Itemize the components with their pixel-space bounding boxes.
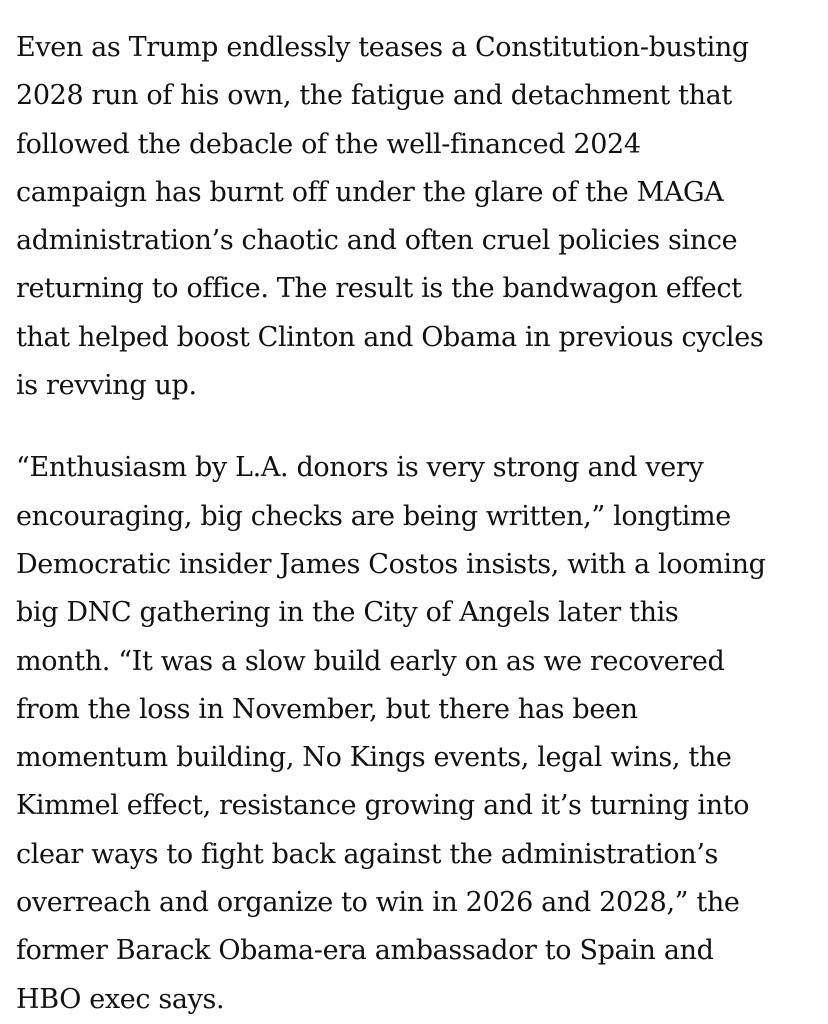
paragraph-line: followed the debacle of the well-financed 2024 [16, 128, 641, 160]
paragraph-line: from the loss in November, but there has been [16, 693, 638, 725]
paragraph-line: clear ways to fight back against the administration’s [16, 838, 719, 870]
paragraph-line: “Enthusiasm by L.A. donors is very strong and very [16, 452, 704, 484]
article-paragraph-2 [16, 444, 828, 1024]
paragraph-line: month. “It was a slow build early on as we recovered [16, 645, 725, 677]
paragraph-line: Democratic insider James Costos insists, with a looming [16, 548, 766, 580]
paragraph-line: that helped boost Clinton and Obama in previous cycles [16, 321, 764, 353]
paragraph-line: Kimmel effect, resistance growing and it’s turning into [16, 790, 750, 822]
paragraph-line: overreach and organize to win in 2026 and 2028,” the [16, 887, 740, 919]
paragraph-line: momentum building, No Kings events, legal wins, the [16, 742, 732, 774]
paragraph-line: former Barack Obama-era ambassador to Spain and [16, 935, 714, 967]
paragraph-line: campaign has burnt off under the glare of the MAGA [16, 176, 724, 208]
paragraph-line: HBO exec says. [16, 983, 225, 1015]
paragraph-line: administration’s chaotic and often cruel policies since [16, 225, 738, 257]
paragraph-line: encouraging, big checks are being written,” longtime [16, 500, 731, 532]
paragraph-line: returning to office. The result is the bandwagon effect [16, 273, 742, 305]
paragraph-line: Even as Trump endlessly teases a Constitution-busting [16, 32, 749, 63]
paragraph-line: big DNC gathering in the City of Angels later this [16, 597, 679, 629]
paragraph-line: is revving up. [16, 370, 197, 402]
paragraph-line: 2028 run of his own, the fatigue and detachment that [16, 80, 732, 112]
article-paragraph-1 [16, 24, 828, 410]
